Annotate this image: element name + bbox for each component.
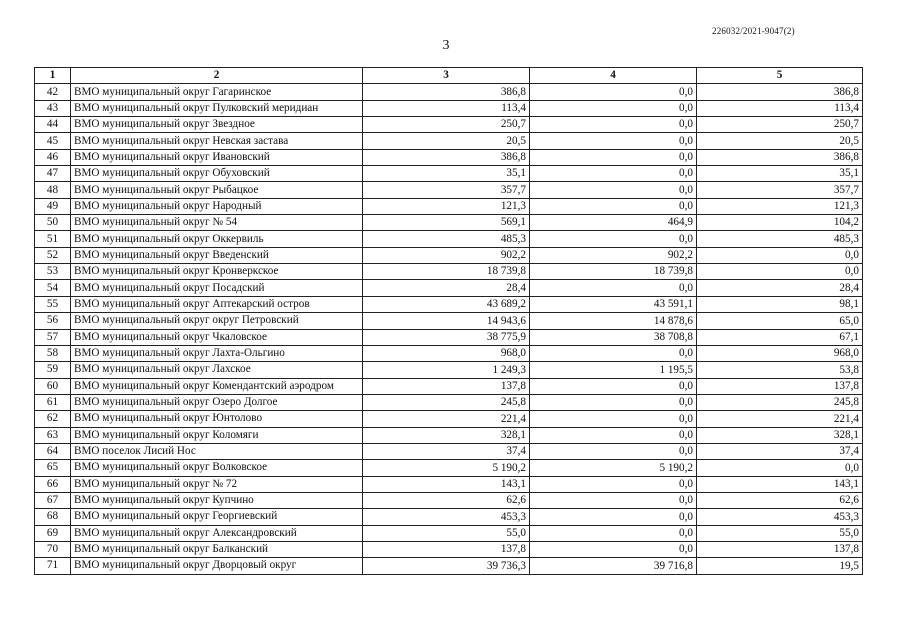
- row-number: 60: [35, 378, 71, 394]
- table-row: [35, 362, 863, 378]
- district-name: ВМО муниципальный округ Коломяги: [71, 427, 363, 443]
- table-body: [35, 84, 863, 574]
- value-col-5: 143,1: [697, 476, 863, 492]
- row-number: 44: [35, 117, 71, 133]
- value-col-4: 14 878,6: [530, 313, 697, 329]
- value-col-5: 137,8: [697, 378, 863, 394]
- row-number: 43: [35, 100, 71, 116]
- row-number: 47: [35, 166, 71, 182]
- value-col-3: 968,0: [363, 345, 530, 361]
- header-col-3: 3: [363, 68, 530, 84]
- value-col-3: 20,5: [363, 133, 530, 149]
- value-col-5: 250,7: [697, 117, 863, 133]
- table-row: [35, 460, 863, 476]
- table-row: [35, 133, 863, 149]
- value-col-4: 0,0: [530, 411, 697, 427]
- row-number: 51: [35, 231, 71, 247]
- value-col-3: 121,3: [363, 198, 530, 214]
- value-col-5: 328,1: [697, 427, 863, 443]
- value-col-3: 113,4: [363, 100, 530, 116]
- value-col-5: 53,8: [697, 362, 863, 378]
- value-col-3: 18 739,8: [363, 264, 530, 280]
- table-row: [35, 280, 863, 296]
- value-col-3: 250,7: [363, 117, 530, 133]
- district-name: ВМО муниципальный округ Пулковский меридиан: [71, 100, 363, 116]
- value-col-4: 43 591,1: [530, 296, 697, 312]
- district-name: ВМО муниципальный округ Озеро Долгое: [71, 394, 363, 410]
- value-col-5: 104,2: [697, 215, 863, 231]
- district-name: ВМО муниципальный округ округ Петровский: [71, 313, 363, 329]
- value-col-4: 0,0: [530, 182, 697, 198]
- value-col-4: 0,0: [530, 509, 697, 525]
- row-number: 53: [35, 264, 71, 280]
- value-col-4: 0,0: [530, 231, 697, 247]
- value-col-4: 38 708,8: [530, 329, 697, 345]
- row-number: 45: [35, 133, 71, 149]
- row-number: 55: [35, 296, 71, 312]
- district-name: ВМО муниципальный округ № 72: [71, 476, 363, 492]
- value-col-5: 968,0: [697, 345, 863, 361]
- district-name: ВМО муниципальный округ Лахта-Ольгино: [71, 345, 363, 361]
- row-number: 67: [35, 492, 71, 508]
- value-col-5: 386,8: [697, 84, 863, 100]
- table-row: [35, 443, 863, 459]
- value-col-4: 0,0: [530, 149, 697, 165]
- value-col-3: 137,8: [363, 541, 530, 557]
- value-col-5: 0,0: [697, 247, 863, 263]
- value-col-5: 19,5: [697, 558, 863, 574]
- value-col-3: 386,8: [363, 149, 530, 165]
- table-row: [35, 215, 863, 231]
- value-col-4: 0,0: [530, 133, 697, 149]
- table-row: [35, 247, 863, 263]
- value-col-3: 569,1: [363, 215, 530, 231]
- page-number: 3: [442, 38, 450, 53]
- table-row: [35, 264, 863, 280]
- value-col-5: 453,3: [697, 509, 863, 525]
- table-row: [35, 149, 863, 165]
- district-name: ВМО муниципальный округ Дворцовый округ: [71, 558, 363, 574]
- district-name: ВМО муниципальный округ Комендантский аэродром: [71, 378, 363, 394]
- row-number: 64: [35, 443, 71, 459]
- value-col-4: 1 195,5: [530, 362, 697, 378]
- row-number: 57: [35, 329, 71, 345]
- value-col-3: 357,7: [363, 182, 530, 198]
- value-col-5: 0,0: [697, 264, 863, 280]
- district-name: ВМО муниципальный округ Обуховский: [71, 166, 363, 182]
- value-col-5: 137,8: [697, 541, 863, 557]
- table-row: [35, 329, 863, 345]
- district-name: ВМО муниципальный округ Александровский: [71, 525, 363, 541]
- district-name: ВМО муниципальный округ Оккервиль: [71, 231, 363, 247]
- value-col-4: 0,0: [530, 345, 697, 361]
- document-id: 226032/2021-9047(2): [712, 26, 795, 36]
- value-col-3: 221,4: [363, 411, 530, 427]
- district-name: ВМО муниципальный округ Лахское: [71, 362, 363, 378]
- value-col-4: 0,0: [530, 541, 697, 557]
- value-col-3: 5 190,2: [363, 460, 530, 476]
- value-col-3: 14 943,6: [363, 313, 530, 329]
- row-number: 66: [35, 476, 71, 492]
- value-col-3: 39 736,3: [363, 558, 530, 574]
- value-col-5: 62,6: [697, 492, 863, 508]
- value-col-5: 113,4: [697, 100, 863, 116]
- district-name: ВМО муниципальный округ Невская застава: [71, 133, 363, 149]
- value-col-5: 28,4: [697, 280, 863, 296]
- table-row: [35, 492, 863, 508]
- table-row: [35, 509, 863, 525]
- district-name: ВМО муниципальный округ № 54: [71, 215, 363, 231]
- value-col-4: 0,0: [530, 280, 697, 296]
- district-name: ВМО муниципальный округ Волковское: [71, 460, 363, 476]
- value-col-4: 0,0: [530, 525, 697, 541]
- table-row: [35, 313, 863, 329]
- value-col-5: 20,5: [697, 133, 863, 149]
- table-row: [35, 427, 863, 443]
- table-row: [35, 100, 863, 116]
- row-number: 54: [35, 280, 71, 296]
- value-col-5: 0,0: [697, 460, 863, 476]
- value-col-4: 39 716,8: [530, 558, 697, 574]
- district-name: ВМО муниципальный округ Юнтолово: [71, 411, 363, 427]
- row-number: 49: [35, 198, 71, 214]
- value-col-5: 121,3: [697, 198, 863, 214]
- value-col-3: 43 689,2: [363, 296, 530, 312]
- row-number: 69: [35, 525, 71, 541]
- value-col-5: 386,8: [697, 149, 863, 165]
- row-number: 59: [35, 362, 71, 378]
- district-name: ВМО муниципальный округ Введенский: [71, 247, 363, 263]
- district-name: ВМО муниципальный округ Купчино: [71, 492, 363, 508]
- row-number: 48: [35, 182, 71, 198]
- value-col-3: 62,6: [363, 492, 530, 508]
- district-name: ВМО муниципальный округ Кронверкское: [71, 264, 363, 280]
- value-col-5: 357,7: [697, 182, 863, 198]
- value-col-3: 902,2: [363, 247, 530, 263]
- table-row: [35, 411, 863, 427]
- header-col-4: 4: [530, 68, 697, 84]
- row-number: 50: [35, 215, 71, 231]
- table-row: [35, 378, 863, 394]
- table-row: [35, 345, 863, 361]
- district-name: ВМО муниципальный округ Народный: [71, 198, 363, 214]
- value-col-3: 37,4: [363, 443, 530, 459]
- district-name: ВМО муниципальный округ Звездное: [71, 117, 363, 133]
- value-col-5: 65,0: [697, 313, 863, 329]
- value-col-4: 0,0: [530, 492, 697, 508]
- value-col-4: 0,0: [530, 443, 697, 459]
- value-col-5: 485,3: [697, 231, 863, 247]
- table-row: [35, 84, 863, 100]
- value-col-3: 55,0: [363, 525, 530, 541]
- row-number: 68: [35, 509, 71, 525]
- value-col-4: 0,0: [530, 166, 697, 182]
- row-number: 58: [35, 345, 71, 361]
- value-col-4: 0,0: [530, 378, 697, 394]
- table-row: [35, 231, 863, 247]
- header-col-1: 1: [35, 68, 71, 84]
- row-number: 42: [35, 84, 71, 100]
- value-col-3: 386,8: [363, 84, 530, 100]
- value-col-4: 0,0: [530, 394, 697, 410]
- table-row: [35, 198, 863, 214]
- value-col-4: 0,0: [530, 427, 697, 443]
- district-name: ВМО муниципальный округ Балканский: [71, 541, 363, 557]
- value-col-3: 35,1: [363, 166, 530, 182]
- value-col-4: 0,0: [530, 198, 697, 214]
- value-col-5: 55,0: [697, 525, 863, 541]
- value-col-5: 245,8: [697, 394, 863, 410]
- row-number: 63: [35, 427, 71, 443]
- table-row: [35, 476, 863, 492]
- value-col-4: 0,0: [530, 117, 697, 133]
- value-col-3: 38 775,9: [363, 329, 530, 345]
- row-number: 46: [35, 149, 71, 165]
- district-name: ВМО муниципальный округ Чкаловское: [71, 329, 363, 345]
- district-name: ВМО муниципальный округ Георгиевский: [71, 509, 363, 525]
- value-col-4: 5 190,2: [530, 460, 697, 476]
- row-number: 52: [35, 247, 71, 263]
- value-col-5: 67,1: [697, 329, 863, 345]
- value-col-3: 328,1: [363, 427, 530, 443]
- table-row: [35, 558, 863, 574]
- table-row: [35, 296, 863, 312]
- value-col-3: 137,8: [363, 378, 530, 394]
- value-col-4: 0,0: [530, 84, 697, 100]
- district-name: ВМО муниципальный округ Посадский: [71, 280, 363, 296]
- row-number: 70: [35, 541, 71, 557]
- row-number: 61: [35, 394, 71, 410]
- district-name: ВМО муниципальный округ Гагаринское: [71, 84, 363, 100]
- table-row: [35, 117, 863, 133]
- value-col-5: 35,1: [697, 166, 863, 182]
- row-number: 65: [35, 460, 71, 476]
- table-row: [35, 525, 863, 541]
- value-col-3: 453,3: [363, 509, 530, 525]
- table-row: [35, 541, 863, 557]
- value-col-5: 98,1: [697, 296, 863, 312]
- value-col-3: 245,8: [363, 394, 530, 410]
- value-col-3: 28,4: [363, 280, 530, 296]
- row-number: 62: [35, 411, 71, 427]
- value-col-4: 18 739,8: [530, 264, 697, 280]
- table-row: [35, 182, 863, 198]
- district-name: ВМО муниципальный округ Аптекарский остров: [71, 296, 363, 312]
- header-row: [35, 68, 863, 84]
- table-row: [35, 394, 863, 410]
- header-col-5: 5: [697, 68, 863, 84]
- value-col-4: 902,2: [530, 247, 697, 263]
- district-name: ВМО муниципальный округ Ивановский: [71, 149, 363, 165]
- value-col-3: 1 249,3: [363, 362, 530, 378]
- district-name: ВМО муниципальный округ Рыбацкое: [71, 182, 363, 198]
- header-col-2: 2: [71, 68, 363, 84]
- value-col-3: 485,3: [363, 231, 530, 247]
- value-col-4: 0,0: [530, 476, 697, 492]
- table-row: [35, 166, 863, 182]
- value-col-4: 464,9: [530, 215, 697, 231]
- value-col-3: 143,1: [363, 476, 530, 492]
- value-col-5: 37,4: [697, 443, 863, 459]
- district-name: ВМО поселок Лисий Нос: [71, 443, 363, 459]
- value-col-4: 0,0: [530, 100, 697, 116]
- data-table: [34, 67, 863, 575]
- row-number: 56: [35, 313, 71, 329]
- row-number: 71: [35, 558, 71, 574]
- value-col-5: 221,4: [697, 411, 863, 427]
